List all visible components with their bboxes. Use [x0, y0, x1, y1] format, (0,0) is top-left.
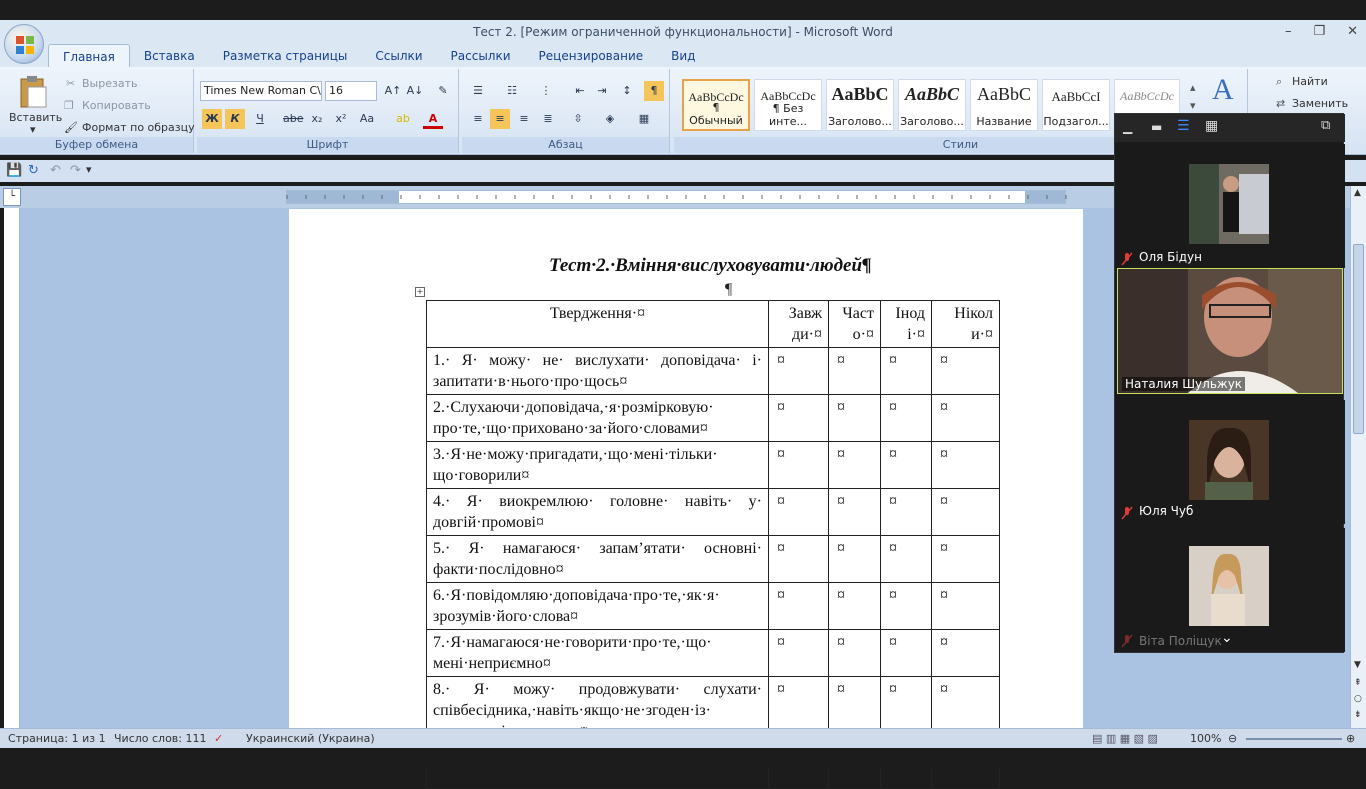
answer-cell[interactable]: ¤ [769, 348, 829, 395]
font-color-icon[interactable]: A [423, 109, 443, 129]
muted-mic-icon [1121, 506, 1133, 520]
statement-cell[interactable]: 5.· Я· намагаюся· запам’ятати· основні· факти·послідовно¤ [427, 536, 769, 583]
table-row [427, 630, 1000, 677]
exit-panel-icon[interactable]: ⧉ [1321, 118, 1331, 133]
strikethrough-button[interactable]: abe [283, 112, 304, 125]
empty-paragraph-mark: ¶ [725, 281, 733, 298]
clipboard-group-label: Буфер обмена [0, 137, 193, 153]
grow-font-icon[interactable]: A↑ [384, 84, 402, 97]
highlight-icon[interactable]: ab [396, 112, 410, 125]
decrease-indent-icon[interactable]: ⇤ [575, 84, 585, 97]
answer-cell[interactable]: ¤ [769, 677, 829, 745]
vertical-scrollbar[interactable] [1350, 186, 1366, 728]
paste-icon[interactable] [18, 75, 48, 109]
format-painter-button[interactable]: Формат по образцу [82, 121, 195, 134]
window-title-bar [0, 20, 1366, 44]
scroll-up-icon[interactable]: ▲ [1354, 188, 1361, 198]
numbering-icon[interactable]: ☷ [507, 84, 517, 97]
answer-cell[interactable]: ¤ [769, 442, 829, 489]
statement-cell[interactable]: 7.·Я·намагаюся·не·говорити·про·те,·що· мені·неприємно¤ [427, 630, 769, 677]
shrink-font-icon[interactable]: A↓ [406, 84, 424, 97]
zoom-slider[interactable] [1246, 738, 1342, 740]
horizontal-ruler[interactable] [286, 190, 1066, 204]
paragraph-group [462, 69, 670, 153]
multilevel-list-icon[interactable]: ⋮ [540, 84, 552, 97]
cut-button[interactable]: Вырезать [82, 77, 138, 90]
participant-video-image [1189, 420, 1269, 500]
shading-icon[interactable]: ◈ [605, 112, 615, 125]
browse-object-icon[interactable]: ○ [1354, 694, 1362, 704]
table-row [427, 395, 1000, 442]
participant-tile[interactable] [1115, 144, 1345, 268]
video-participants-panel [1114, 113, 1344, 653]
line-spacing-icon[interactable]: ⇳ [573, 112, 583, 125]
customize-qat-icon[interactable]: ▾ [86, 163, 92, 176]
undo-icon[interactable]: ↶ [50, 163, 61, 178]
show-formatting-icon[interactable]: ¶ [644, 81, 664, 101]
panel-toolbar [1115, 114, 1345, 142]
answer-cell[interactable]: ¤ [829, 489, 881, 536]
close-icon[interactable]: ✕ [1347, 24, 1358, 39]
speaker-view-icon[interactable]: ▬ [1151, 120, 1163, 134]
participant-name: Наталия Шульжук [1122, 377, 1245, 391]
answer-cell[interactable]: ¤ [881, 536, 932, 583]
align-center-icon[interactable]: ≡ [490, 109, 510, 129]
align-left-icon[interactable]: ≡ [473, 112, 483, 125]
questionnaire-table [426, 300, 1000, 789]
styles-scroll-up-icon[interactable]: ▴ [1190, 81, 1196, 94]
answer-cell[interactable]: ¤ [881, 395, 932, 442]
style-title[interactable]: AaBbC Название [970, 79, 1038, 131]
refresh-icon[interactable]: ↻ [28, 163, 39, 178]
answer-cell[interactable]: ¤ [881, 348, 932, 395]
answer-cell[interactable]: ¤ [769, 630, 829, 677]
table-row [427, 583, 1000, 630]
answer-cell[interactable]: ¤ [769, 583, 829, 630]
statement-cell[interactable]: 8.· Я· можу· продовжувати· слухати· співбесідника,·навіть·якщо·не·згоден·із· [427, 677, 769, 745]
answer-cell[interactable]: ¤ [881, 583, 932, 630]
table-header-row [427, 301, 1000, 348]
superscript-button[interactable]: x² [335, 112, 347, 125]
answer-cell[interactable]: ¤ [829, 442, 881, 489]
answer-cell[interactable]: ¤ [829, 395, 881, 442]
style-no-spacing[interactable]: AaBbCcDc ¶ Без инте... [754, 79, 822, 131]
align-right-icon[interactable]: ≡ [519, 112, 529, 125]
redo-icon[interactable]: ↷ [70, 163, 81, 178]
ribbon-tabs [0, 44, 1366, 68]
word-count[interactable]: Число слов: 111 [114, 732, 207, 745]
find-button[interactable]: Найти [1292, 75, 1328, 88]
paste-button[interactable]: Вставить [9, 111, 63, 124]
answer-cell[interactable]: ¤ [932, 489, 1000, 536]
office-button[interactable] [4, 24, 44, 64]
participant-video-image [1118, 269, 1342, 393]
statement-cell[interactable]: 4.· Я· виокремлюю· головне· навіть· у· довгій·промові¤ [427, 489, 769, 536]
participant-tile[interactable] [1115, 400, 1345, 524]
top-black-bar [0, 0, 1366, 20]
style-normal[interactable]: AaBbCcDc ¶ Обычный [682, 79, 750, 131]
clipboard-group [0, 69, 194, 153]
format-painter-icon: 🖌 [64, 121, 78, 134]
answer-cell[interactable]: ¤ [932, 442, 1000, 489]
spelling-check-icon[interactable]: ✓ [214, 732, 224, 745]
replace-icon: ⇄ [1276, 97, 1286, 110]
document-title: Тест·2.·Вміння·вислуховувати·людей¶ [549, 255, 872, 276]
scroll-down-icon[interactable]: ▼ [1354, 660, 1361, 670]
styles-scroll-down-icon[interactable]: ▾ [1190, 99, 1196, 112]
style-subtitle[interactable]: AaBbCcI Подзагол... [1042, 79, 1110, 131]
save-icon[interactable]: 💾 [6, 163, 23, 178]
participant-video-image [1189, 546, 1269, 626]
participant-name: Юля Чуб [1139, 504, 1194, 518]
header-always: Завж ди·¤ [769, 301, 829, 348]
minimize-icon[interactable]: – [1284, 24, 1292, 39]
muted-mic-icon [1121, 634, 1133, 648]
styles-group-label: Стили [674, 137, 1247, 153]
bottom-black-bar [0, 748, 1366, 768]
answer-cell[interactable]: ¤ [829, 583, 881, 630]
subscript-button[interactable]: x₂ [311, 112, 323, 125]
copy-icon: ❐ [64, 99, 74, 112]
answer-cell[interactable]: ¤ [881, 489, 932, 536]
header-statement: Твердження·¤ [427, 301, 769, 348]
borders-icon[interactable]: ▦ [638, 112, 650, 125]
participant-video-image [1189, 164, 1269, 244]
answer-cell[interactable]: ¤ [769, 489, 829, 536]
language[interactable]: Украинский (Украина) [246, 732, 375, 745]
muted-mic-icon [1121, 252, 1133, 266]
tab-insert[interactable]: Вставка [143, 49, 195, 63]
clear-format-icon[interactable]: ✎ [438, 84, 448, 97]
answer-cell[interactable]: ¤ [829, 630, 881, 677]
answer-cell[interactable]: ¤ [932, 677, 1000, 745]
window-controls [1285, 20, 1358, 44]
vertical-ruler[interactable] [4, 208, 20, 728]
document-page[interactable] [289, 209, 1083, 729]
header-never: Нікол и·¤ [932, 301, 1000, 348]
statement-cell[interactable]: 3.·Я·не·можу·пригадати,·що·мені·тільки· що·говорили¤ [427, 442, 769, 489]
font-size-select[interactable]: 16 [325, 81, 377, 101]
tab-home[interactable]: Главная [48, 44, 130, 68]
tab-references[interactable]: Ссылки [375, 49, 423, 63]
sort-icon[interactable]: ↕ [622, 84, 632, 97]
statement-cell[interactable]: 6.·Я·повідомляю·доповідача·про·те,·як·я· зрозумів·його·слова¤ [427, 583, 769, 630]
justify-icon[interactable]: ≣ [543, 112, 553, 125]
table-move-handle-icon[interactable]: + [416, 287, 424, 296]
window-title: Тест 2. [Режим ограниченной функциональности] - Microsoft Word [473, 25, 893, 39]
participant-tile[interactable] [1115, 528, 1345, 652]
participant-name: Оля Бідун [1139, 250, 1202, 264]
answer-cell[interactable]: ¤ [932, 536, 1000, 583]
style-heading-2[interactable]: AaBbC Заголово... [898, 79, 966, 131]
bullets-icon[interactable]: ☰ [473, 84, 483, 97]
cut-icon: ✂ [66, 77, 76, 90]
chevron-down-icon[interactable]: ⌄ [1221, 630, 1233, 646]
paragraph-group-label: Абзац [462, 137, 669, 153]
minimize-panel-icon[interactable]: ▁ [1123, 120, 1133, 134]
change-styles-icon[interactable]: A [1212, 73, 1234, 106]
next-page-icon[interactable]: ⇟ [1354, 710, 1362, 720]
tab-view[interactable]: Вид [671, 49, 696, 63]
bold-button[interactable]: Ж [202, 109, 222, 129]
answer-cell[interactable]: ¤ [829, 536, 881, 583]
status-bar [0, 728, 1366, 748]
replace-button[interactable]: Заменить [1292, 97, 1349, 110]
view-buttons-icon[interactable]: ▤ ▥ ▦ ▧ ▨ [1092, 732, 1158, 745]
participant-name: Віта Поліщук [1139, 634, 1222, 648]
find-icon: ⌕ [1276, 75, 1283, 88]
gallery-view-icon[interactable]: ▦ [1205, 118, 1219, 134]
zoom-in-icon[interactable]: ⊕ [1346, 732, 1356, 745]
answer-cell[interactable]: ¤ [881, 677, 932, 745]
answer-cell[interactable]: ¤ [932, 583, 1000, 630]
table-row [427, 442, 1000, 489]
previous-page-icon[interactable]: ⇞ [1354, 678, 1362, 688]
zoom-out-icon[interactable]: ⊖ [1228, 732, 1238, 745]
ruler-ticks [287, 191, 1065, 203]
tab-mailings[interactable]: Рассылки [450, 49, 511, 63]
active-speaker-tile[interactable] [1117, 268, 1343, 394]
office-logo-icon [15, 35, 35, 55]
style-subtle-emphasis[interactable]: AaBbCcDc [1114, 79, 1180, 131]
tab-review[interactable]: Рецензирование [538, 49, 644, 63]
header-sometimes: Інод і·¤ [881, 301, 932, 348]
change-case-button[interactable]: Aa [359, 112, 375, 125]
statement-cell[interactable]: 1.· Я· можу· не· вислухати· доповідача· і· запитати·в·нього·про·щось¤ [427, 348, 769, 395]
zoom-level[interactable]: 100% [1190, 732, 1222, 745]
font-name-select[interactable]: Times New Roman C\ [200, 81, 322, 101]
copy-button[interactable]: Копировать [82, 99, 151, 112]
underline-button[interactable]: Ч [256, 112, 264, 125]
scroll-thumb[interactable] [1353, 244, 1364, 434]
page-count[interactable]: Страница: 1 из 1 [8, 732, 106, 745]
increase-indent-icon[interactable]: ⇥ [597, 84, 607, 97]
answer-cell[interactable]: ¤ [829, 677, 881, 745]
paste-dropdown-icon[interactable]: ▾ [30, 123, 36, 136]
table-row [427, 489, 1000, 536]
font-group [197, 69, 459, 153]
answer-cell[interactable]: ¤ [881, 630, 932, 677]
table-row [427, 536, 1000, 583]
header-often: Част о·¤ [829, 301, 881, 348]
font-group-label: Шрифт [197, 137, 458, 153]
style-heading-1[interactable]: AaBbC Заголово... [826, 79, 894, 131]
tab-page-layout[interactable]: Разметка страницы [222, 49, 348, 63]
answer-cell[interactable]: ¤ [932, 630, 1000, 677]
answer-cell[interactable]: ¤ [769, 536, 829, 583]
answer-cell[interactable]: ¤ [932, 395, 1000, 442]
statement-cell[interactable]: 2.·Слухаючи·доповідача,·я·розмірковую· про·те,·що·приховано·за·його·словами¤ [427, 395, 769, 442]
answer-cell[interactable]: ¤ [829, 348, 881, 395]
answer-cell[interactable]: ¤ [932, 348, 1000, 395]
tab-selector-icon[interactable]: └ [3, 188, 21, 206]
table-row [427, 348, 1000, 395]
restore-icon[interactable]: ❐ [1313, 24, 1326, 39]
answer-cell[interactable]: ¤ [769, 395, 829, 442]
italic-button[interactable]: К [225, 109, 245, 129]
strip-view-icon[interactable]: ☰ [1177, 118, 1190, 134]
answer-cell[interactable]: ¤ [881, 442, 932, 489]
